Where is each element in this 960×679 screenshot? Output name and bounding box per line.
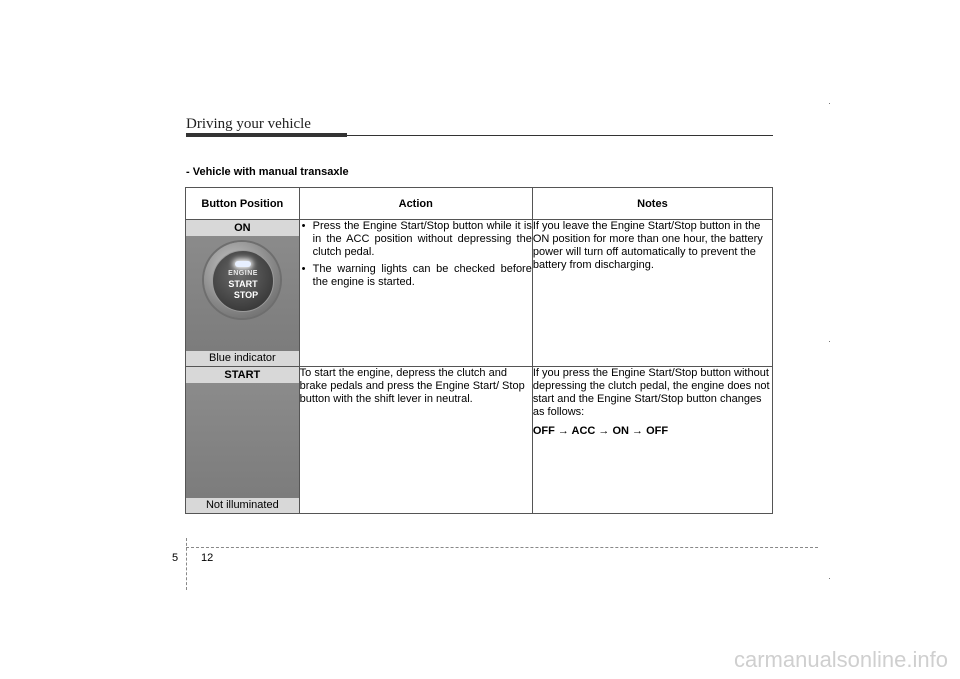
blue-indicator-light-icon xyxy=(235,261,251,267)
crop-mark xyxy=(829,103,830,104)
indicator-label: Blue indicator xyxy=(186,351,299,366)
section-heading: - Vehicle with manual transaxle xyxy=(186,166,349,178)
table-header-row xyxy=(186,188,773,220)
action-text: To start the engine, depress the clutch and brake pedals and press the Engine Start/ Stop button with the shift lever in neutral. xyxy=(299,367,525,405)
position-image-bg xyxy=(186,367,299,513)
notes-text: If you press the Engine Start/Stop button without depressing the clutch pedal, the engine does not start and the Engine Start/Stop button changes as follows: xyxy=(532,367,770,418)
button-position-table xyxy=(185,187,773,514)
notes-cell xyxy=(532,367,772,514)
action-text: Press the Engine Start/Stop button while it is in the ACC position without depressing the clutch pedal. xyxy=(312,220,532,258)
notes-cell xyxy=(532,220,772,367)
button-text-stop: STOP xyxy=(233,290,259,300)
header-accent-bar xyxy=(186,133,347,137)
button-text-engine: ENGINE xyxy=(228,270,258,277)
header-action: Action xyxy=(299,188,532,220)
list-item: • The warning lights can be checked before the engine is started. xyxy=(301,263,532,288)
engine-start-stop-button-icon xyxy=(204,242,280,318)
crop-mark xyxy=(829,578,830,579)
action-list xyxy=(300,220,532,289)
mode-sequence: OFF → ACC → ON → OFF xyxy=(532,425,669,437)
position-cell-start xyxy=(186,367,300,514)
button-face xyxy=(212,250,274,312)
button-text-start: START xyxy=(228,279,258,289)
list-item: • Press the Engine Start/Stop button while it is in the ACC position without depressing the clutch pedal. xyxy=(301,220,532,258)
header-button-position: Button Position xyxy=(186,188,300,220)
table-row xyxy=(186,367,773,514)
position-label: ON xyxy=(186,220,299,236)
header-title: Driving your vehicle xyxy=(186,116,311,132)
chapter-number: 5 xyxy=(172,552,179,564)
position-cell-on xyxy=(186,220,300,367)
action-cell xyxy=(299,367,532,514)
header-rule xyxy=(347,135,773,136)
table-row xyxy=(186,220,773,367)
action-text: The warning lights can be checked before the engine is started. xyxy=(312,263,532,288)
indicator-label: Not illuminated xyxy=(186,498,299,513)
watermark: carmanualsonline.info xyxy=(733,647,948,672)
page-number: 12 xyxy=(201,552,214,564)
crop-mark xyxy=(829,341,830,342)
position-label: START xyxy=(186,367,299,383)
footer-vertical-rule xyxy=(186,538,187,590)
footer-horizontal-rule xyxy=(186,547,818,548)
header-notes: Notes xyxy=(532,188,772,220)
notes-text: If you leave the Engine Start/Stop button in the ON position for more than one hour, the battery power will turn off automatically to prevent the battery from discharging. xyxy=(532,220,763,271)
action-cell xyxy=(299,220,532,367)
